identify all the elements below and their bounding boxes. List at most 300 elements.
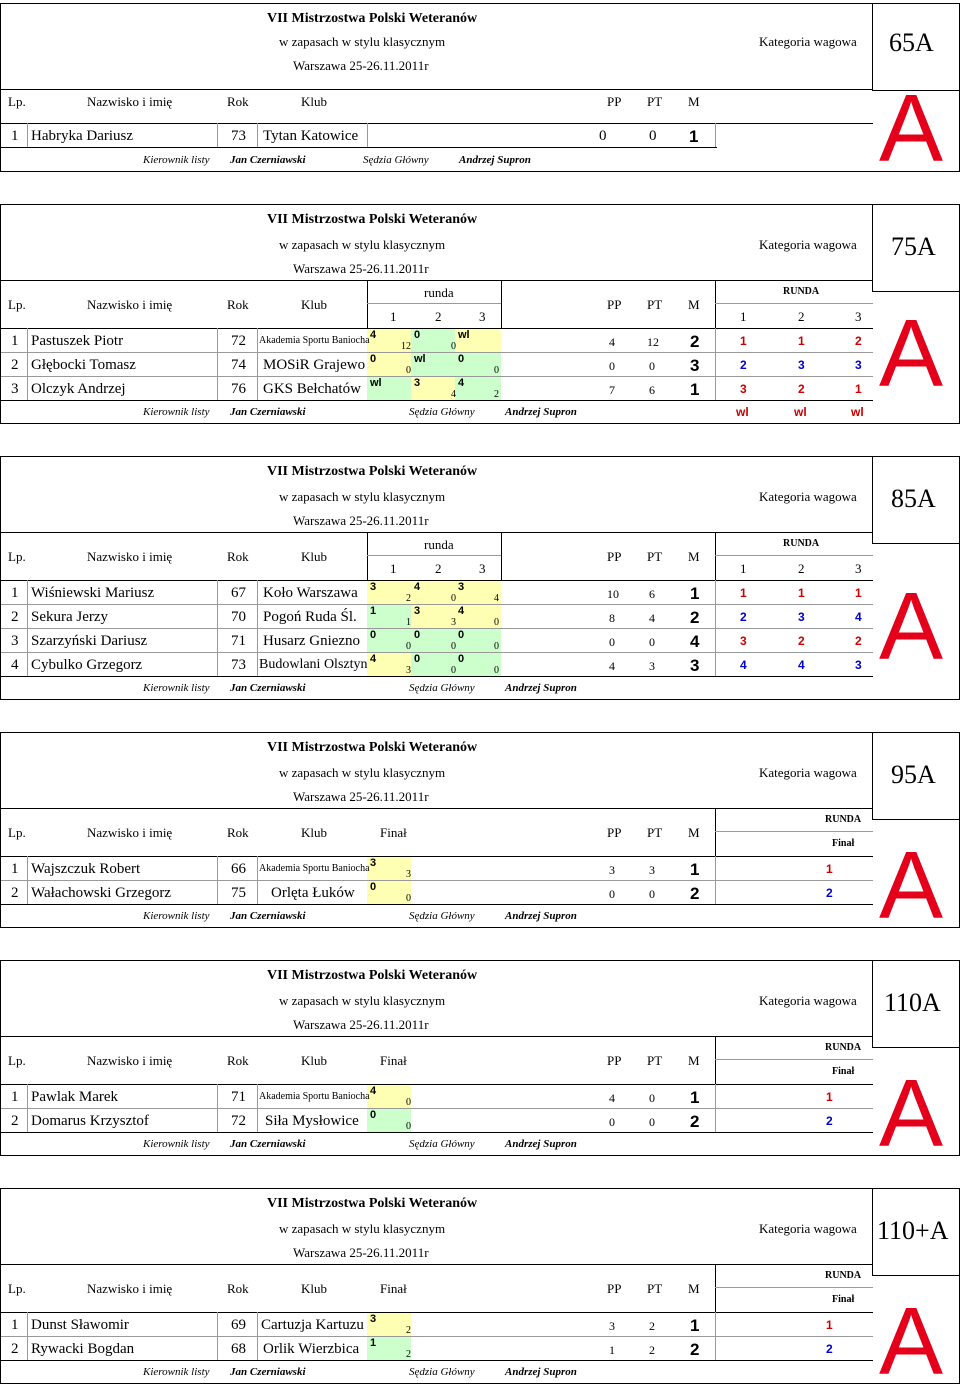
final-score: 0	[406, 1121, 411, 1132]
round-2-points: 0	[414, 329, 421, 341]
judge-name: Andrzej Supron	[505, 406, 577, 418]
col-club: Klub	[301, 549, 327, 564]
athlete-name: Cybulko Grzegorz	[31, 657, 143, 673]
final-place: 2	[826, 1114, 833, 1128]
round-3-points: 4	[458, 605, 465, 617]
group-letter: A	[879, 1060, 944, 1167]
col-year: Rok	[227, 297, 249, 312]
athlete-year: 67	[231, 585, 246, 601]
athlete-pp: 1	[609, 1343, 615, 1357]
athlete-club: MOSiR Grajewo	[263, 357, 366, 373]
athlete-year: 73	[231, 128, 246, 144]
athlete-year: 68	[231, 1341, 246, 1357]
col-final-caps: Finał	[832, 838, 855, 849]
athlete-club: Cartuzja Kartuzu	[261, 1317, 364, 1333]
judge-label: Sędzia Główny	[363, 154, 429, 166]
col-runda-caps: RUNDA	[825, 814, 862, 825]
col-pp: PP	[607, 549, 622, 564]
col-pt: PT	[647, 1281, 663, 1296]
athlete-lp: 2	[11, 357, 19, 373]
event-title: VII Mistrzostwa Polski Weteranów	[267, 968, 478, 983]
place-round-2: 2	[798, 634, 805, 648]
manager-label: Kierownik listy	[143, 1138, 210, 1150]
athlete-place: 1	[690, 1316, 700, 1335]
col-pp: PP	[607, 297, 622, 312]
final-score: 3	[406, 869, 411, 880]
judge-name: Andrzej Supron	[505, 682, 577, 694]
round-2-points: 4	[414, 581, 421, 593]
group-65A	[0, 3, 960, 182]
athlete-place: 1	[689, 127, 699, 146]
athlete-name: Sekura Jerzy	[31, 609, 109, 625]
manager-label: Kierownik listy	[143, 1366, 210, 1378]
round-2-score: 0	[451, 593, 456, 604]
athlete-year: 71	[231, 1089, 246, 1105]
category-label: Kategoria wagowa	[759, 765, 857, 780]
event-title: VII Mistrzostwa Polski Weteranów	[267, 740, 478, 755]
athlete-pp: 0	[599, 128, 607, 144]
final-place: 1	[826, 862, 833, 876]
event-place-date: Warszawa 25-26.11.2011r	[293, 1017, 429, 1032]
athlete-club: Tytan Katowice	[263, 128, 359, 144]
category-label: Kategoria wagowa	[759, 34, 857, 49]
place-round-3: 3	[855, 358, 862, 372]
athlete-pp: 7	[609, 383, 615, 397]
judge-name: Andrzej Supron	[505, 1366, 577, 1378]
judge-label: Sędzia Główny	[409, 682, 475, 694]
col-final: Finał	[380, 825, 407, 840]
athlete-club: Orlęta Łuków	[271, 885, 355, 901]
athlete-place: 3	[690, 356, 700, 375]
final-place: 2	[826, 886, 833, 900]
category-value: 110+A	[877, 1216, 949, 1245]
place-round-2: 3	[798, 358, 805, 372]
event-subtitle: w zapasach w stylu klasycznym	[279, 489, 446, 504]
col-m: M	[688, 297, 700, 312]
judge-name: Andrzej Supron	[459, 154, 531, 166]
athlete-pt: 2	[649, 1319, 655, 1333]
athlete-lp: 1	[11, 1089, 19, 1105]
place-round-2: 2	[798, 382, 805, 396]
col-year: Rok	[227, 94, 249, 109]
final-points: 4	[370, 1085, 377, 1097]
round-1-score: 1	[406, 617, 411, 628]
event-subtitle: w zapasach w stylu klasycznym	[279, 237, 446, 252]
final-score: 0	[406, 1097, 411, 1108]
col-club: Klub	[301, 297, 327, 312]
col-lp: Lp.	[8, 1281, 26, 1296]
manager-label: Kierownik listy	[143, 406, 210, 418]
athlete-lp: 2	[11, 1113, 19, 1129]
col-m: M	[688, 825, 700, 840]
col-year: Rok	[227, 825, 249, 840]
athlete-pp: 0	[609, 1115, 615, 1129]
category-label: Kategoria wagowa	[759, 993, 857, 1008]
event-title: VII Mistrzostwa Polski Weteranów	[267, 11, 478, 26]
round-2-points: 0	[414, 653, 421, 665]
col-pt: PT	[647, 825, 663, 840]
athlete-pt: 6	[649, 383, 655, 397]
group-110A	[0, 960, 960, 1167]
event-subtitle: w zapasach w stylu klasycznym	[279, 34, 446, 49]
athlete-club: Husarz Gniezno	[263, 633, 361, 649]
manager-label: Kierownik listy	[143, 910, 210, 922]
col-name: Nazwisko i imię	[87, 1053, 173, 1068]
athlete-name: Szarzyński Dariusz	[31, 633, 148, 649]
athlete-year: 75	[231, 885, 246, 901]
place-round-3: 4	[855, 610, 862, 624]
round-1-score: 2	[406, 593, 411, 604]
round-3-points: 0	[458, 353, 465, 365]
athlete-pt: 0	[649, 359, 655, 373]
col-name: Nazwisko i imię	[87, 549, 173, 564]
final-points: 0	[370, 1109, 377, 1121]
category-value: 75A	[891, 232, 936, 261]
athlete-year: 72	[231, 333, 246, 349]
round-1-points: 4	[370, 329, 377, 341]
col-pp: PP	[607, 1281, 622, 1296]
judge-label: Sędzia Główny	[409, 1366, 475, 1378]
col-final: Finał	[380, 1053, 407, 1068]
col-round-2: 2	[435, 309, 442, 324]
round-1-points: 3	[370, 581, 377, 593]
place-round-2: 1	[798, 586, 805, 600]
place-round-3: 2	[855, 634, 862, 648]
col-runda-caps: RUNDA	[825, 1042, 862, 1053]
athlete-year: 73	[231, 657, 246, 673]
col-runda-caps: RUNDA	[825, 1270, 862, 1281]
manager-name: Jan Czerniawski	[230, 154, 306, 166]
athlete-club: Budowlani Olsztyn	[259, 657, 368, 672]
round-1-points: 0	[370, 353, 377, 365]
athlete-place: 2	[690, 1340, 700, 1359]
judge-name: Andrzej Supron	[505, 910, 577, 922]
final-status-1: wl	[736, 405, 749, 419]
col-lp: Lp.	[8, 94, 26, 109]
event-subtitle: w zapasach w stylu klasycznym	[279, 765, 446, 780]
round-1-score: 0	[406, 365, 411, 376]
final-place: 2	[826, 1342, 833, 1356]
athlete-lp: 2	[11, 885, 19, 901]
athlete-name: Wiśniewski Mariusz	[31, 585, 155, 601]
athlete-place: 1	[690, 380, 700, 399]
group-75A	[0, 204, 960, 424]
col-year: Rok	[227, 549, 249, 564]
place-round-3: 1	[855, 382, 862, 396]
category-label: Kategoria wagowa	[759, 489, 857, 504]
round-1-score: 0	[406, 641, 411, 652]
athlete-pp: 4	[609, 335, 615, 349]
place-round-2: 4	[798, 658, 805, 672]
col-place-3: 3	[855, 309, 862, 324]
athlete-year: 70	[231, 609, 246, 625]
place-round-1: 4	[740, 658, 747, 672]
col-lp: Lp.	[8, 549, 26, 564]
athlete-pp: 0	[609, 887, 615, 901]
athlete-lp: 1	[11, 333, 19, 349]
event-place-date: Warszawa 25-26.11.2011r	[293, 1245, 429, 1260]
col-m: M	[688, 549, 700, 564]
place-round-2: 1	[798, 334, 805, 348]
col-club: Klub	[301, 825, 327, 840]
round-1-points: wl	[370, 377, 382, 389]
col-runda-caps: RUNDA	[783, 286, 820, 297]
col-round-3: 3	[479, 309, 486, 324]
manager-name: Jan Czerniawski	[230, 1138, 306, 1150]
col-final-caps: Finał	[832, 1294, 855, 1305]
category-value: 95A	[891, 760, 936, 789]
athlete-pt: 3	[649, 659, 655, 673]
athlete-year: 76	[231, 381, 246, 397]
place-round-1: 1	[740, 586, 747, 600]
athlete-club: GKS Bełchatów	[263, 381, 361, 397]
athlete-lp: 4	[11, 657, 19, 673]
athlete-lp: 3	[11, 633, 19, 649]
col-year: Rok	[227, 1281, 249, 1296]
athlete-place: 1	[690, 860, 700, 879]
round-3-score: 0	[494, 617, 499, 628]
place-round-2: 3	[798, 610, 805, 624]
round-3-points: 0	[458, 653, 465, 665]
athlete-year: 66	[231, 861, 246, 877]
athlete-club: Koło Warszawa	[263, 585, 358, 601]
athlete-pp: 4	[609, 659, 615, 673]
athlete-place: 1	[690, 1088, 700, 1107]
athlete-pp: 8	[609, 611, 615, 625]
final-status-2: wl	[794, 405, 807, 419]
group-letter: A	[879, 573, 944, 680]
place-round-3: 1	[855, 586, 862, 600]
athlete-name: Głębocki Tomasz	[31, 357, 136, 373]
place-round-3: 3	[855, 658, 862, 672]
col-year: Rok	[227, 1053, 249, 1068]
col-club: Klub	[301, 94, 327, 109]
manager-label: Kierownik listy	[143, 154, 210, 166]
athlete-place: 2	[690, 884, 700, 903]
judge-name: Andrzej Supron	[505, 1138, 577, 1150]
col-runda: runda	[424, 537, 454, 552]
round-1-points: 0	[370, 629, 377, 641]
judge-label: Sędzia Główny	[409, 910, 475, 922]
event-title: VII Mistrzostwa Polski Weteranów	[267, 464, 478, 479]
athlete-pp: 0	[609, 359, 615, 373]
round-2-score: 0	[451, 641, 456, 652]
col-pt: PT	[647, 94, 663, 109]
manager-name: Jan Czerniawski	[230, 910, 306, 922]
event-title: VII Mistrzostwa Polski Weteranów	[267, 1196, 478, 1211]
event-place-date: Warszawa 25-26.11.2011r	[293, 789, 429, 804]
athlete-name: Pawlak Marek	[31, 1089, 119, 1105]
col-round-1: 1	[390, 309, 397, 324]
place-round-1: 2	[740, 358, 747, 372]
athlete-name: Wałachowski Grzegorz	[31, 885, 171, 901]
round-1-score: 3	[406, 665, 411, 676]
event-subtitle: w zapasach w stylu klasycznym	[279, 993, 446, 1008]
event-place-date: Warszawa 25-26.11.2011r	[293, 513, 429, 528]
athlete-pt: 0	[649, 887, 655, 901]
col-place-1: 1	[740, 561, 747, 576]
athlete-year: 72	[231, 1113, 246, 1129]
round-1-points: 4	[370, 653, 377, 665]
col-club: Klub	[301, 1053, 327, 1068]
athlete-name: Habryka Dariusz	[31, 128, 134, 144]
round-2-score: 0	[451, 341, 456, 352]
col-lp: Lp.	[8, 1053, 26, 1068]
round-2-score: 0	[451, 665, 456, 676]
round-3-points: 4	[458, 377, 465, 389]
col-pp: PP	[607, 825, 622, 840]
col-club: Klub	[301, 1281, 327, 1296]
athlete-year: 74	[231, 357, 246, 373]
group-letter: A	[879, 1288, 944, 1385]
col-place-2: 2	[798, 561, 805, 576]
athlete-pp: 4	[609, 1091, 615, 1105]
round-3-score: 0	[494, 665, 499, 676]
col-pt: PT	[647, 549, 663, 564]
col-lp: Lp.	[8, 297, 26, 312]
col-round-3: 3	[479, 561, 486, 576]
athlete-pt: 6	[649, 587, 655, 601]
col-place-2: 2	[798, 309, 805, 324]
athlete-pt: 4	[649, 611, 655, 625]
round-2-score: 3	[451, 617, 456, 628]
round-3-score: 0	[494, 365, 499, 376]
category-value: 65A	[889, 28, 934, 57]
athlete-club: Akademia Sportu Baniocha	[259, 335, 370, 346]
manager-label: Kierownik listy	[143, 682, 210, 694]
round-1-points: 1	[370, 605, 377, 617]
col-m: M	[688, 1281, 700, 1296]
athlete-club: Akademia Sportu Baniocha	[259, 1091, 370, 1102]
round-2-points: 3	[414, 377, 421, 389]
final-place: 1	[826, 1090, 833, 1104]
col-pp: PP	[607, 1053, 622, 1068]
category-value: 110A	[884, 988, 941, 1017]
col-final-caps: Finał	[832, 1066, 855, 1077]
athlete-year: 71	[231, 633, 246, 649]
athlete-club: Orlik Wierzbica	[263, 1341, 360, 1357]
round-3-score: 2	[494, 389, 499, 400]
final-points: 1	[370, 1337, 377, 1349]
athlete-pp: 3	[609, 863, 615, 877]
round-1-score: 12	[401, 341, 411, 352]
final-score: 2	[406, 1349, 411, 1360]
round-2-points: 3	[414, 605, 421, 617]
col-place-3: 3	[855, 561, 862, 576]
athlete-pt: 2	[649, 1343, 655, 1357]
athlete-lp: 1	[11, 861, 19, 877]
athlete-pt: 0	[649, 635, 655, 649]
round-2-points: 0	[414, 629, 421, 641]
judge-label: Sędzia Główny	[409, 406, 475, 418]
col-name: Nazwisko i imię	[87, 94, 173, 109]
athlete-lp: 1	[11, 128, 19, 144]
athlete-pt: 0	[649, 1115, 655, 1129]
group-letter: A	[879, 832, 944, 939]
athlete-pt: 0	[649, 1091, 655, 1105]
place-round-3: 2	[855, 334, 862, 348]
col-name: Nazwisko i imię	[87, 1281, 173, 1296]
event-place-date: Warszawa 25-26.11.2011r	[293, 261, 429, 276]
round-3-points: 0	[458, 629, 465, 641]
event-title: VII Mistrzostwa Polski Weteranów	[267, 212, 478, 227]
athlete-place: 4	[690, 632, 700, 651]
group-letter: A	[879, 75, 944, 182]
round-3-points: 3	[458, 581, 465, 593]
athlete-lp: 2	[11, 609, 19, 625]
place-round-1: 3	[740, 382, 747, 396]
event-subtitle: w zapasach w stylu klasycznym	[279, 1221, 446, 1236]
group-85A	[0, 456, 960, 700]
event-place-date: Warszawa 25-26.11.2011r	[293, 58, 429, 73]
manager-name: Jan Czerniawski	[230, 1366, 306, 1378]
judge-label: Sędzia Główny	[409, 1138, 475, 1150]
final-points: 3	[370, 857, 377, 869]
athlete-lp: 1	[11, 1317, 19, 1333]
round-3-score: 0	[494, 641, 499, 652]
athlete-pp: 10	[607, 587, 619, 601]
athlete-club: Pogoń Ruda Śl.	[263, 609, 357, 625]
athlete-name: Domarus Krzysztof	[31, 1113, 149, 1129]
final-place: 1	[826, 1318, 833, 1332]
manager-name: Jan Czerniawski	[230, 682, 306, 694]
athlete-year: 69	[231, 1317, 246, 1333]
col-m: M	[688, 1053, 700, 1068]
group-95A	[0, 732, 960, 939]
final-status-3: wl	[851, 405, 864, 419]
place-round-1: 1	[740, 334, 747, 348]
athlete-place: 3	[690, 656, 700, 675]
round-2-points: wl	[414, 353, 426, 365]
col-place-1: 1	[740, 309, 747, 324]
athlete-place: 2	[690, 332, 700, 351]
athlete-name: Pastuszek Piotr	[31, 333, 124, 349]
athlete-place: 2	[690, 1112, 700, 1131]
col-pp: PP	[607, 94, 622, 109]
athlete-pp: 3	[609, 1319, 615, 1333]
group-110plusA	[0, 1188, 960, 1384]
manager-name: Jan Czerniawski	[230, 406, 306, 418]
col-pt: PT	[647, 1053, 663, 1068]
athlete-lp: 3	[11, 381, 19, 397]
athlete-pt: 0	[649, 128, 657, 144]
athlete-club: Akademia Sportu Baniocha	[259, 863, 370, 874]
place-round-1: 3	[740, 634, 747, 648]
col-name: Nazwisko i imię	[87, 297, 173, 312]
final-score: 0	[406, 893, 411, 904]
col-name: Nazwisko i imię	[87, 825, 173, 840]
category-label: Kategoria wagowa	[759, 237, 857, 252]
place-round-1: 2	[740, 610, 747, 624]
athlete-pp: 0	[609, 635, 615, 649]
athlete-place: 1	[690, 584, 700, 603]
col-lp: Lp.	[8, 825, 26, 840]
col-round-2: 2	[435, 561, 442, 576]
athlete-name: Rywacki Bogdan	[31, 1341, 135, 1357]
final-points: 0	[370, 881, 377, 893]
athlete-name: Olczyk Andrzej	[31, 381, 126, 397]
athlete-lp: 1	[11, 585, 19, 601]
category-value: 85A	[891, 484, 936, 513]
round-3-points: wl	[458, 329, 470, 341]
col-round-1: 1	[390, 561, 397, 576]
athlete-name: Wajszczuk Robert	[31, 861, 141, 877]
athlete-pt: 12	[647, 335, 659, 349]
round-3-score: 4	[494, 593, 499, 604]
round-2-score: 4	[451, 389, 456, 400]
category-label: Kategoria wagowa	[759, 1221, 857, 1236]
col-runda-caps: RUNDA	[783, 538, 820, 549]
